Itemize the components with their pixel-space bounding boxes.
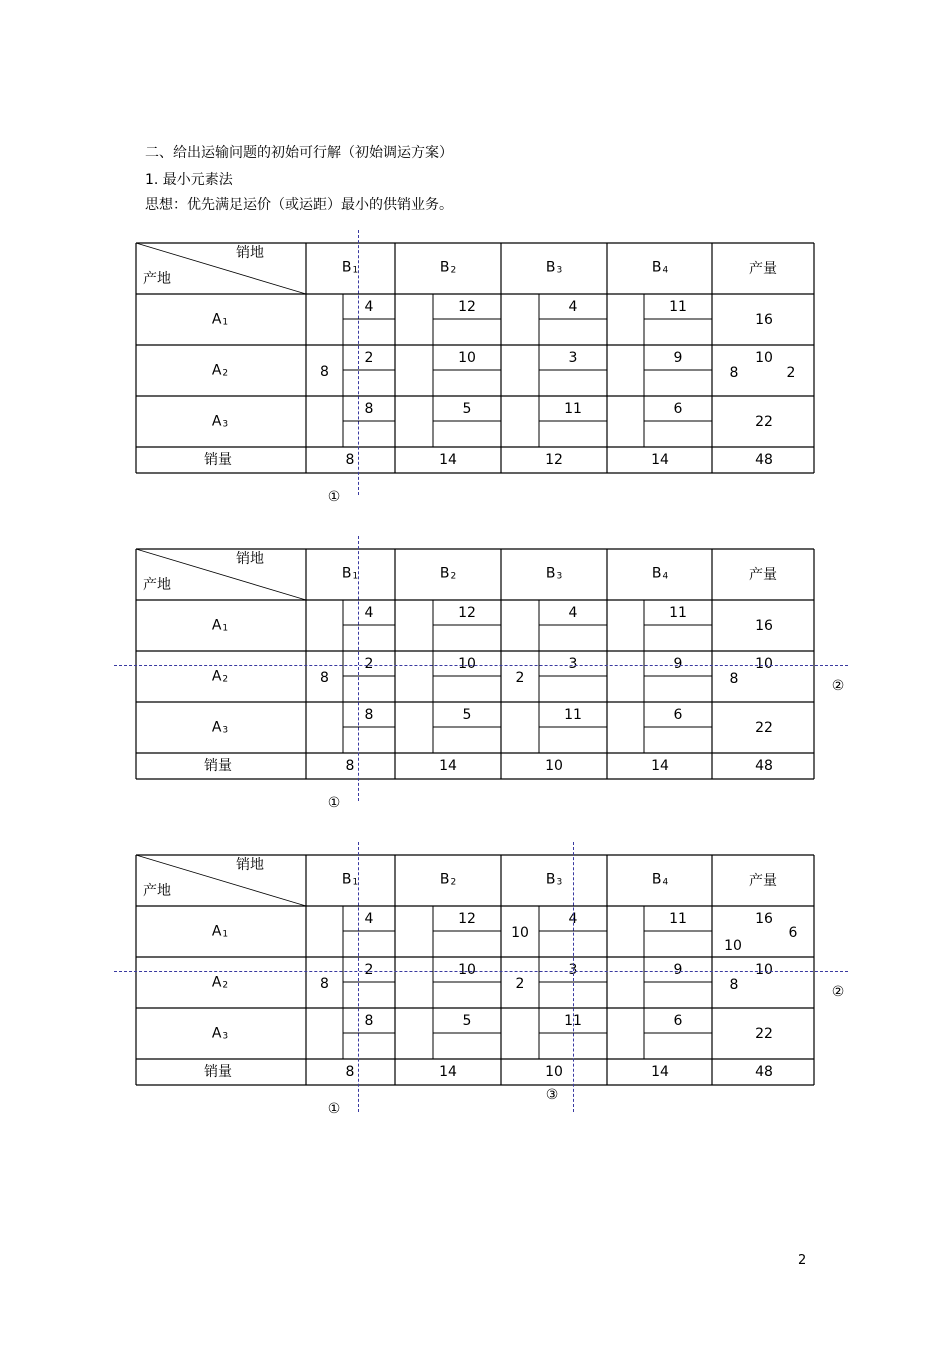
col-header-b2-letter: B (439, 565, 450, 582)
cost-a3-b4: 6 (673, 1013, 683, 1029)
demand-b4: 14 (651, 452, 669, 468)
col-header-b4-subscript: 4 (662, 571, 669, 582)
demand-b4: 14 (651, 1064, 669, 1080)
cost-a3-b3: 11 (564, 1013, 582, 1029)
row-circled-marker: ② (831, 678, 845, 694)
corner-label-destination: 销地 (236, 857, 264, 873)
cost-a2-b2: 10 (458, 656, 476, 672)
supply-a1: 16 (755, 618, 773, 634)
supply-note-a2-remaining: 8 (729, 671, 739, 687)
row-header-a3-subscript: 3 (222, 1031, 229, 1042)
row-header-a2-letter: A (211, 668, 222, 685)
row-header-a1-letter: A (211, 311, 222, 328)
cost-a2-b3: 3 (568, 656, 578, 672)
col-header-b1 (342, 566, 358, 585)
method-idea: 思想：优先满足运价（或运距）最小的供销业务。 (145, 197, 453, 213)
col-header-b2-subscript: 2 (450, 265, 457, 276)
col-header-b3-subscript: 3 (556, 571, 563, 582)
cost-a1-b3: 4 (568, 605, 578, 621)
supply-a2: 10 (755, 656, 773, 672)
cost-a1-b3: 4 (568, 911, 578, 927)
col-header-b2 (440, 260, 456, 279)
allocation-a2-b3: 2 (515, 670, 525, 686)
supply-note-a2-remaining: 8 (729, 365, 739, 381)
row-header-a3-letter: A (211, 719, 222, 736)
corner-label-origin: 产地 (143, 577, 171, 593)
supply-a3: 22 (755, 720, 773, 736)
col-header-b1 (342, 260, 358, 279)
row-header-a1 (212, 618, 228, 637)
row-header-a3-subscript: 3 (222, 725, 229, 736)
row-header-a1-subscript: 1 (222, 929, 229, 940)
cost-a2-b4: 9 (673, 350, 683, 366)
cost-a1-b2: 12 (458, 605, 476, 621)
row-header-a1 (212, 924, 228, 943)
allocation-a2-b1: 8 (320, 364, 329, 380)
col-header-b2-subscript: 2 (450, 571, 457, 582)
corner-label-destination: 销地 (236, 245, 264, 261)
cost-a1-b4: 11 (669, 605, 687, 621)
demand-header: 销量 (204, 758, 232, 774)
row-header-a2-subscript: 2 (222, 980, 229, 991)
cost-a1-b4: 11 (669, 299, 687, 315)
column-cross-out-line (573, 842, 574, 1112)
cost-a3-b1: 8 (364, 707, 374, 723)
row-header-a1-letter: A (211, 617, 222, 634)
col-header-b1-subscript: 1 (352, 877, 359, 888)
row-header-a2-subscript: 2 (222, 368, 229, 379)
cost-a3-b4: 6 (673, 401, 683, 417)
method-title: 1. 最小元素法 (145, 172, 233, 188)
col-header-b2-subscript: 2 (450, 877, 457, 888)
cost-a2-b1: 2 (364, 350, 374, 366)
corner-label-destination: 销地 (236, 551, 264, 567)
cost-a2-b4: 9 (673, 962, 683, 978)
col-header-b1-letter: B (341, 565, 352, 582)
demand-b2: 14 (439, 758, 457, 774)
cost-a2-b4: 9 (673, 656, 683, 672)
cost-a3-b3: 11 (564, 401, 582, 417)
cost-a1-b2: 12 (458, 911, 476, 927)
cost-a1-b4: 11 (669, 911, 687, 927)
cost-a2-b2: 10 (458, 350, 476, 366)
row-header-a2 (212, 975, 228, 994)
col-header-b2 (440, 566, 456, 585)
col-header-b2-letter: B (439, 871, 450, 888)
supply-note-a1-used: 10 (724, 938, 742, 954)
cost-a1-b1: 4 (364, 605, 374, 621)
row-header-a2 (212, 363, 228, 382)
demand-b1: 8 (345, 1064, 355, 1080)
demand-b3: 10 (545, 1064, 563, 1080)
supply-a2: 10 (755, 962, 773, 978)
demand-total: 48 (755, 452, 773, 468)
row-header-a1-subscript: 1 (222, 623, 229, 634)
cost-a1-b3: 4 (568, 299, 578, 315)
row-header-a3 (212, 720, 228, 739)
demand-b2: 14 (439, 452, 457, 468)
col-header-b4-letter: B (651, 871, 662, 888)
circled-marker-1: ① (327, 795, 341, 811)
row-header-a3-letter: A (211, 1025, 222, 1042)
row-cross-out-line (114, 971, 848, 972)
supply-note-a2-used: 2 (786, 365, 796, 381)
col-header-b1-letter: B (341, 259, 352, 276)
col-header-b4 (652, 566, 668, 585)
demand-total: 48 (755, 758, 773, 774)
row-header-a2-letter: A (211, 974, 222, 991)
col-header-b3-subscript: 3 (556, 265, 563, 276)
page-number: 2 (798, 1253, 807, 1268)
cost-a2-b2: 10 (458, 962, 476, 978)
column-cross-out-line (358, 536, 359, 801)
demand-header: 销量 (204, 1064, 232, 1080)
col-header-b3-letter: B (545, 259, 556, 276)
transport-table-3 (136, 855, 814, 1085)
supply-header: 产量 (749, 261, 777, 277)
row-header-a2 (212, 669, 228, 688)
col-header-b3 (546, 872, 562, 891)
cost-a2-b1: 2 (364, 656, 374, 672)
demand-b1: 8 (345, 758, 355, 774)
row-cross-out-line (114, 665, 848, 666)
col-header-b1 (342, 872, 358, 891)
row-circled-marker: ② (831, 984, 845, 1000)
cost-a2-b1: 2 (364, 962, 374, 978)
supply-a2: 10 (755, 350, 773, 366)
circled-marker-1: ① (327, 1101, 341, 1117)
supply-note-a2-remaining: 8 (729, 977, 739, 993)
col-header-b3-letter: B (545, 871, 556, 888)
row-header-a3-letter: A (211, 413, 222, 430)
cost-a3-b1: 8 (364, 401, 374, 417)
cost-a1-b1: 4 (364, 911, 374, 927)
col-header-b3-subscript: 3 (556, 877, 563, 888)
col-header-b3 (546, 566, 562, 585)
row-header-a1-letter: A (211, 923, 222, 940)
col-header-b4 (652, 872, 668, 891)
corner-label-origin: 产地 (143, 271, 171, 287)
cost-a1-b2: 12 (458, 299, 476, 315)
cost-a1-b1: 4 (364, 299, 374, 315)
cost-a3-b4: 6 (673, 707, 683, 723)
supply-a1: 16 (755, 312, 773, 328)
allocation-a2-b3: 2 (515, 976, 525, 992)
supply-header: 产量 (749, 567, 777, 583)
supply-header: 产量 (749, 873, 777, 889)
col-header-b4-letter: B (651, 565, 662, 582)
col-header-b2-letter: B (439, 259, 450, 276)
cost-a2-b3: 3 (568, 350, 578, 366)
row-header-a3 (212, 1026, 228, 1045)
demand-b3: 10 (545, 758, 563, 774)
row-header-a3 (212, 414, 228, 433)
section-heading: 二、给出运输问题的初始可行解（初始调运方案） (145, 145, 453, 161)
col-header-b1-subscript: 1 (352, 571, 359, 582)
row-header-a1-subscript: 1 (222, 317, 229, 328)
col-header-b3-letter: B (545, 565, 556, 582)
circled-marker-2: ③ (545, 1087, 559, 1103)
demand-b2: 14 (439, 1064, 457, 1080)
cost-a3-b2: 5 (462, 707, 472, 723)
demand-header: 销量 (204, 452, 232, 468)
column-cross-out-line (358, 842, 359, 1112)
cost-a3-b1: 8 (364, 1013, 374, 1029)
allocation-a2-b1: 8 (320, 670, 329, 686)
cost-a3-b3: 11 (564, 707, 582, 723)
row-header-a2-letter: A (211, 362, 222, 379)
cost-a3-b2: 5 (462, 1013, 472, 1029)
transport-table-2 (136, 549, 814, 779)
demand-b1: 8 (345, 452, 355, 468)
demand-total: 48 (755, 1064, 773, 1080)
demand-b4: 14 (651, 758, 669, 774)
supply-a1: 16 (755, 911, 773, 927)
col-header-b3 (546, 260, 562, 279)
supply-a3: 22 (755, 1026, 773, 1042)
row-header-a1 (212, 312, 228, 331)
col-header-b4-letter: B (651, 259, 662, 276)
transport-table-1 (136, 243, 814, 473)
col-header-b1-letter: B (341, 871, 352, 888)
supply-a3: 22 (755, 414, 773, 430)
row-header-a2-subscript: 2 (222, 674, 229, 685)
cost-a3-b2: 5 (462, 401, 472, 417)
col-header-b4-subscript: 4 (662, 265, 669, 276)
column-cross-out-line (358, 230, 359, 495)
col-header-b4 (652, 260, 668, 279)
allocation-a2-b1: 8 (320, 976, 329, 992)
cost-a2-b3: 3 (568, 962, 578, 978)
allocation-a1-b3: 10 (511, 925, 529, 941)
circled-marker-1: ① (327, 489, 341, 505)
supply-note-a1-remaining: 6 (788, 925, 798, 941)
demand-b3: 12 (545, 452, 563, 468)
corner-label-origin: 产地 (143, 883, 171, 899)
col-header-b1-subscript: 1 (352, 265, 359, 276)
row-header-a3-subscript: 3 (222, 419, 229, 430)
col-header-b2 (440, 872, 456, 891)
col-header-b4-subscript: 4 (662, 877, 669, 888)
